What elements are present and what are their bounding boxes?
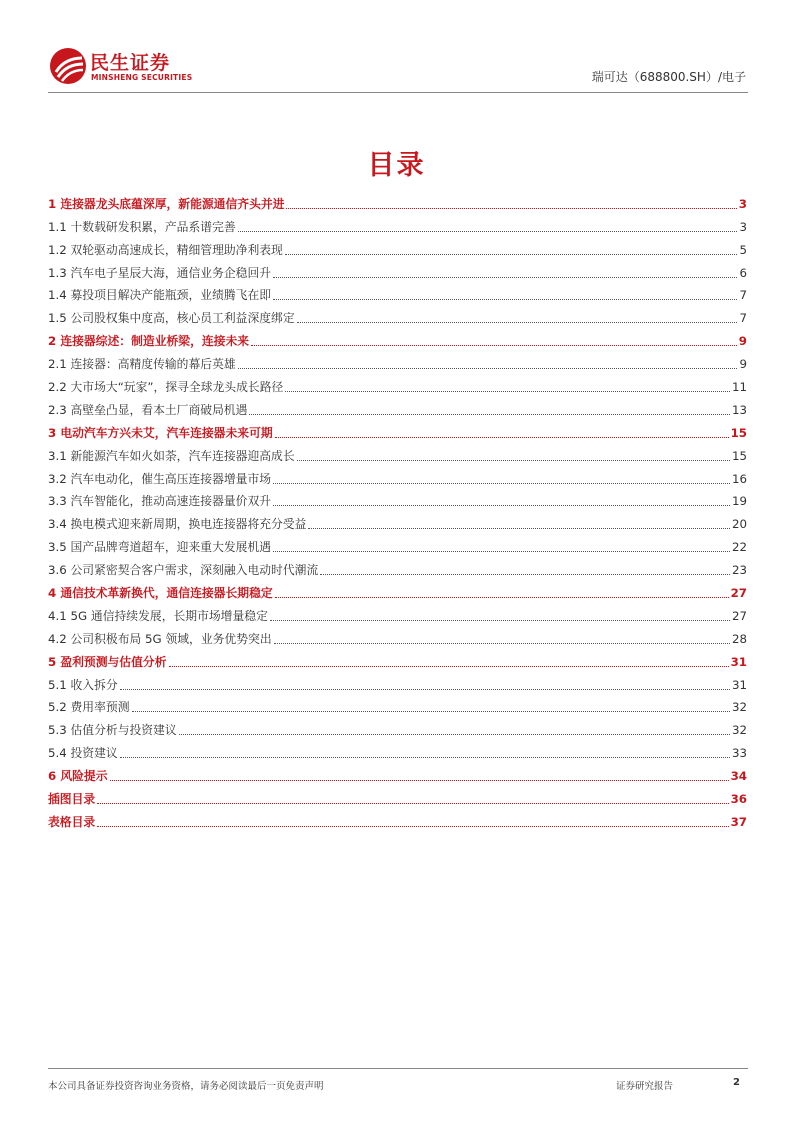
toc-subsection-entry[interactable] [48,442,747,465]
toc-entry-title: 2.2 大市场大“玩家”，探寻全球龙头成长路径 [48,380,284,395]
toc-entry-title: 1.3 汽车电子星辰大海，通信业务企稳回升 [48,265,272,280]
toc-page-number: 31 [730,654,747,669]
toc-page-number: 15 [730,425,747,440]
toc-entry-title: 2.3 高壁垒凸显，看本土厂商破局机遇 [48,402,248,417]
toc-subsection-entry[interactable] [48,694,747,717]
toc-dot-leader [297,460,730,461]
toc-dot-leader [238,368,738,369]
toc-subsection-entry[interactable] [48,533,747,556]
toc-dot-leader [285,254,738,255]
footer-doc-type: 证券研究报告 [616,1081,674,1092]
toc-page-number: 32 [731,700,747,715]
company-logo [48,46,193,86]
toc-entry-title: 3.6 公司紧密契合客户需求，深刻融入电动时代潮流 [48,563,319,578]
toc-entry-title: 3.1 新能源汽车如火如荼，汽车连接器迎高成长 [48,448,295,463]
toc-subsection-entry[interactable] [48,556,747,579]
toc-entry-title: 5 盈利预测与估值分析 [48,654,167,669]
toc-dot-leader [249,414,730,415]
toc-subsection-entry[interactable] [48,304,747,327]
toc-subsection-entry[interactable] [48,671,747,694]
toc-page-number: 9 [739,357,747,372]
toc-dot-leader [320,574,730,575]
toc-section-entry[interactable] [48,190,747,213]
toc-page-number: 3 [739,219,747,234]
toc-entry-title: 3.5 国产品牌弯道超车，迎来重大发展机遇 [48,540,272,555]
toc-dot-leader [179,734,730,735]
toc-entry-title: 表格目录 [48,814,96,829]
toc-dot-leader [273,299,737,300]
toc-entry-title: 3.4 换电模式迎来新周期，换电连接器将充分受益 [48,517,307,532]
toc-page-number: 28 [731,631,747,646]
toc-page-number: 23 [731,563,747,578]
toc-subsection-entry[interactable] [48,373,747,396]
toc-dot-leader [273,551,730,552]
footer-divider [48,1068,748,1069]
toc-dot-leader [285,391,730,392]
toc-page-number: 6 [739,265,747,280]
toc-subsection-entry[interactable] [48,213,747,236]
minsheng-logo-icon [48,46,88,86]
toc-page-number: 3 [738,196,747,211]
footer-disclaimer: 本公司具备证券投资咨询业务资格，请务必阅读最后一页免责声明 [48,1081,324,1092]
toc-dot-leader [275,597,729,598]
toc-entry-title: 1.1 十数载研发积累，产品系谱完善 [48,219,236,234]
toc-dot-leader [97,803,728,804]
toc-subsection-entry[interactable] [48,259,747,282]
toc-entry-title: 5.3 估值分析与投资建议 [48,723,177,738]
toc-subsection-entry[interactable] [48,602,747,625]
toc-page-number: 33 [731,746,747,761]
toc-subsection-entry[interactable] [48,739,747,762]
toc-entry-title: 1.2 双轮驱动高速成长，精细管理助净利表现 [48,242,283,257]
toc-subsection-entry[interactable] [48,510,747,533]
toc-entry-title: 1.5 公司股权集中度高，核心员工利益深度绑定 [48,311,295,326]
logo-chinese-name: 民生证券 [90,52,171,74]
toc-dot-leader [238,231,738,232]
page-number: 2 [733,1077,740,1088]
toc-page-number: 36 [730,792,747,807]
toc-entry-title: 3.3 汽车智能化，推动高速连接器量价双升 [48,494,272,509]
page-header [48,44,748,92]
stock-info: 瑞可达（688800.SH）/电子 [591,70,746,84]
toc-subsection-entry[interactable] [48,282,747,305]
toc-entry-title: 1 连接器龙头底蕴深厚，新能源通信齐头并进 [48,196,285,211]
toc-section-entry[interactable] [48,419,747,442]
toc-dot-leader [286,208,736,209]
toc-subsection-entry[interactable] [48,396,747,419]
toc-dot-leader [251,345,737,346]
toc-page-number: 37 [730,814,747,829]
toc-entry-title: 4.2 公司积极布局 5G 领域，业务优势突出 [48,631,272,646]
toc-entry-title: 插图目录 [48,792,96,807]
toc-entry-title: 4.1 5G 通信持续发展，长期市场增量稳定 [48,608,268,623]
toc-section-entry[interactable] [48,327,747,350]
toc-page-number: 13 [731,402,747,417]
page-title: 目录 [367,150,426,181]
toc-entry-title: 3 电动汽车方兴未艾，汽车连接器未来可期 [48,425,273,440]
toc-dot-leader [120,689,730,690]
toc-page-number: 7 [739,311,747,326]
toc-dot-leader [275,437,729,438]
toc-entry-title: 1.4 募投项目解决产能瓶颈，业绩腾飞在即 [48,288,272,303]
toc-dot-leader [273,277,737,278]
toc-page-number: 32 [731,723,747,738]
toc-dot-leader [273,505,730,506]
toc-dot-leader [297,322,738,323]
toc-entry-title: 5.1 收入拆分 [48,677,118,692]
toc-page-number: 5 [739,242,747,257]
toc-page-number: 9 [738,334,747,349]
logo-english-name: MINSHENG SECURITIES [91,73,193,82]
toc-entry-title: 3.2 汽车电动化，催生高压连接器增量市场 [48,471,272,486]
toc-subsection-entry[interactable] [48,488,747,511]
toc-entry-title: 5.2 费用率预测 [48,700,130,715]
toc-dot-leader [110,780,729,781]
table-of-contents [48,190,747,831]
header-divider [48,92,748,93]
toc-subsection-entry[interactable] [48,236,747,259]
toc-dot-leader [97,826,728,827]
toc-page-number: 27 [730,586,747,601]
toc-page-number: 20 [731,517,747,532]
toc-dot-leader [169,666,729,667]
toc-dot-leader [132,711,730,712]
toc-subsection-entry[interactable] [48,716,747,739]
toc-section-entry[interactable] [48,762,747,785]
toc-page-number: 16 [731,471,747,486]
toc-section-entry[interactable] [48,579,747,602]
toc-section-entry[interactable] [48,648,747,671]
toc-page-number: 11 [731,380,747,395]
toc-page-number: 31 [731,677,747,692]
toc-entry-title: 2 连接器综述：制造业桥梁，连接未来 [48,334,250,349]
toc-dot-leader [274,643,730,644]
toc-entry-title: 6 风险提示 [48,769,108,784]
toc-dot-leader [308,528,730,529]
toc-dot-leader [273,483,730,484]
toc-subsection-entry[interactable] [48,465,747,488]
toc-entry-title: 4 通信技术革新换代，通信连接器长期稳定 [48,586,273,601]
toc-page-number: 27 [731,608,747,623]
toc-page-number: 19 [731,494,747,509]
toc-dot-leader [120,757,730,758]
toc-page-number: 7 [739,288,747,303]
toc-section-entry[interactable] [48,785,747,808]
toc-section-entry[interactable] [48,808,747,831]
toc-page-number: 34 [730,769,747,784]
toc-entry-title: 2.1 连接器：高精度传输的幕后英雄 [48,357,236,372]
toc-subsection-entry[interactable] [48,350,747,373]
toc-page-number: 22 [731,540,747,555]
toc-page-number: 15 [731,448,747,463]
toc-dot-leader [270,620,730,621]
toc-entry-title: 5.4 投资建议 [48,746,118,761]
toc-subsection-entry[interactable] [48,625,747,648]
